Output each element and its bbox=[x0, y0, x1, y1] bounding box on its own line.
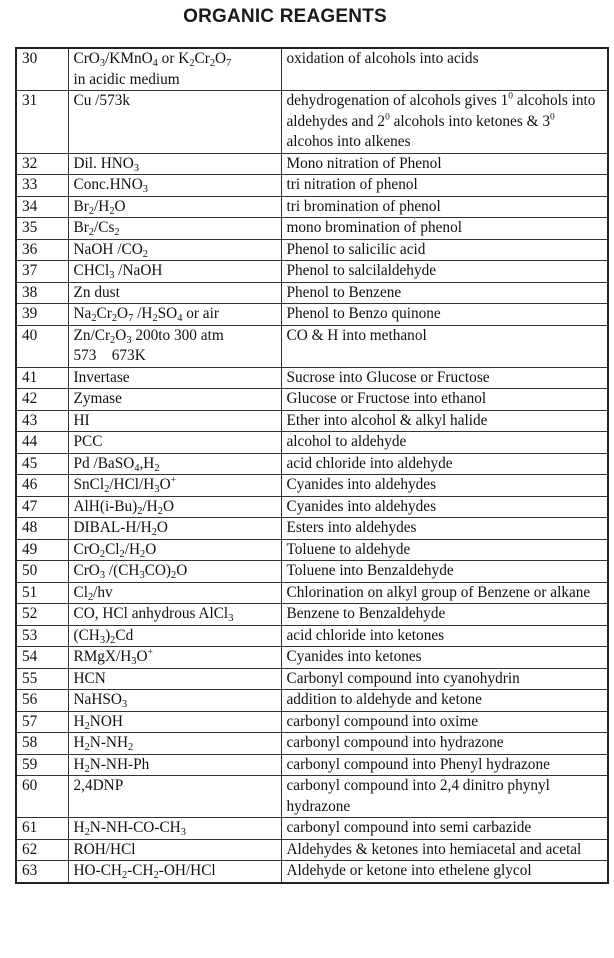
page-title: ORGANIC REAGENTS bbox=[183, 6, 387, 27]
use-cell: tri nitration of phenol bbox=[281, 175, 608, 197]
use-cell: alcohol to aldehyde bbox=[281, 432, 608, 454]
use-cell: Chlorination on alkyl group of Benzene or alkane bbox=[281, 582, 608, 604]
use-cell: Sucrose into Glucose or Fructose bbox=[281, 367, 608, 389]
reagent-cell: PCC bbox=[68, 432, 281, 454]
row-number: 58 bbox=[16, 733, 68, 755]
table-row bbox=[16, 410, 608, 432]
reagent-cell: $Na_2Cr_2O_7$ $/H_2SO_4$ or air bbox=[68, 304, 281, 326]
row-number: 35 bbox=[16, 218, 68, 240]
use-cell: carbonyl compound into oxime bbox=[281, 711, 608, 733]
row-number: 49 bbox=[16, 539, 68, 561]
table-row bbox=[16, 367, 608, 389]
use-cell: carbonyl compound into Phenyl hydrazone bbox=[281, 754, 608, 776]
reagent-cell: HCN bbox=[68, 668, 281, 690]
table-row bbox=[16, 389, 608, 411]
reagent-cell: $H_2NOH$ bbox=[68, 711, 281, 733]
row-number: 63 bbox=[16, 861, 68, 883]
table-row bbox=[16, 48, 608, 91]
use-cell: Ether into alcohol & alkyl halide bbox=[281, 410, 608, 432]
reagent-cell: RMgX/$H_3O^+$ bbox=[68, 647, 281, 669]
row-number: 57 bbox=[16, 711, 68, 733]
use-cell: Phenol to Benzo quinone bbox=[281, 304, 608, 326]
use-cell: tri bromination of phenol bbox=[281, 196, 608, 218]
table-row bbox=[16, 91, 608, 154]
table-row bbox=[16, 153, 608, 175]
row-number: 48 bbox=[16, 518, 68, 540]
table-row bbox=[16, 711, 608, 733]
reagent-cell: Zn dust bbox=[68, 282, 281, 304]
table-row bbox=[16, 625, 608, 647]
table-row bbox=[16, 668, 608, 690]
use-cell: dehydrogenation of alcohols gives $1^0$ alcohols into aldehydes and $2^0$ alcohols into ketones & $3^0$ alcohos into alkenes bbox=[281, 91, 608, 154]
table-row bbox=[16, 282, 608, 304]
row-number: 53 bbox=[16, 625, 68, 647]
reagent-cell: NaOH $/CO_2$ bbox=[68, 239, 281, 261]
reagent-cell: Zymase bbox=[68, 389, 281, 411]
use-cell: carbonyl compound into 2,4 dinitro phynyl hydrazone bbox=[281, 776, 608, 818]
use-cell: Benzene to Benzaldehyde bbox=[281, 604, 608, 626]
row-number: 50 bbox=[16, 561, 68, 583]
use-cell: acid chloride into aldehyde bbox=[281, 453, 608, 475]
row-number: 42 bbox=[16, 389, 68, 411]
reagent-cell: DIBAL-$H/H_2O$ bbox=[68, 518, 281, 540]
reagent-cell: $CrO_2Cl_2/H_2O$ bbox=[68, 539, 281, 561]
table-row bbox=[16, 218, 608, 240]
reagents-table bbox=[15, 47, 609, 884]
use-cell: Glucose or Fructose into ethanol bbox=[281, 389, 608, 411]
table-row bbox=[16, 839, 608, 861]
row-number: 46 bbox=[16, 475, 68, 497]
use-cell: carbonyl compound into hydrazone bbox=[281, 733, 608, 755]
table-row bbox=[16, 453, 608, 475]
reagent-cell: $Br_2/Cs_2$ bbox=[68, 218, 281, 240]
use-cell: Phenol to salcilaldehyde bbox=[281, 261, 608, 283]
use-cell: Toluene to aldehyde bbox=[281, 539, 608, 561]
use-cell: Cyanides into ketones bbox=[281, 647, 608, 669]
table-row bbox=[16, 196, 608, 218]
table-row bbox=[16, 647, 608, 669]
table-row bbox=[16, 690, 608, 712]
reagent-cell: ROH/HCl bbox=[68, 839, 281, 861]
reagent-cell: CHCl$_3$ /NaOH bbox=[68, 261, 281, 283]
reagents-table-body bbox=[16, 48, 608, 883]
reagent-cell: HI bbox=[68, 410, 281, 432]
use-cell: Phenol to salicilic acid bbox=[281, 239, 608, 261]
row-number: 47 bbox=[16, 496, 68, 518]
reagent-cell: $H_2N-NH-CO-CH_3$ bbox=[68, 818, 281, 840]
table-row bbox=[16, 604, 608, 626]
reagent-cell: CrO$_3$/KMnO$_4$ or $K_2Cr_2O_7$ in acidic medium bbox=[68, 48, 281, 91]
reagent-cell: $Zn/Cr_2O_3$ 200to 300 atm 573 673K bbox=[68, 325, 281, 367]
use-cell: Esters into aldehydes bbox=[281, 518, 608, 540]
use-cell: Aldehydes & ketones into hemiacetal and acetal bbox=[281, 839, 608, 861]
reagent-cell: Pd $/BaSO_4,H_2$ bbox=[68, 453, 281, 475]
table-row bbox=[16, 496, 608, 518]
use-cell: addition to aldehyde and ketone bbox=[281, 690, 608, 712]
row-number: 60 bbox=[16, 776, 68, 818]
row-number: 56 bbox=[16, 690, 68, 712]
row-number: 34 bbox=[16, 196, 68, 218]
table-row bbox=[16, 518, 608, 540]
table-row bbox=[16, 539, 608, 561]
row-number: 39 bbox=[16, 304, 68, 326]
use-cell: carbonyl compound into semi carbazide bbox=[281, 818, 608, 840]
row-number: 45 bbox=[16, 453, 68, 475]
reagent-cell: $HO-CH_2-CH_2-OH$/HCl bbox=[68, 861, 281, 883]
table-row bbox=[16, 432, 608, 454]
reagent-cell: Cu /573k bbox=[68, 91, 281, 154]
reagent-cell: $SnCl_2/HCl/H_3O^+$ bbox=[68, 475, 281, 497]
use-cell: oxidation of alcohols into acids bbox=[281, 48, 608, 91]
use-cell: mono bromination of phenol bbox=[281, 218, 608, 240]
reagent-cell: $H_2N-NH_2$ bbox=[68, 733, 281, 755]
table-row bbox=[16, 475, 608, 497]
row-number: 41 bbox=[16, 367, 68, 389]
row-number: 31 bbox=[16, 91, 68, 154]
table-row bbox=[16, 582, 608, 604]
use-cell: Toluene into Benzaldehyde bbox=[281, 561, 608, 583]
use-cell: acid chloride into ketones bbox=[281, 625, 608, 647]
row-number: 40 bbox=[16, 325, 68, 367]
reagent-cell: Invertase bbox=[68, 367, 281, 389]
row-number: 61 bbox=[16, 818, 68, 840]
reagent-cell: $H_2N-NH-Ph$ bbox=[68, 754, 281, 776]
reagent-cell: CO, HCl anhydrous AlCl$_3$ bbox=[68, 604, 281, 626]
table-row bbox=[16, 325, 608, 367]
use-cell: Mono nitration of Phenol bbox=[281, 153, 608, 175]
use-cell: Aldehyde or ketone into ethelene glycol bbox=[281, 861, 608, 883]
use-cell: Carbonyl compound into cyanohydrin bbox=[281, 668, 608, 690]
reagent-cell: 2,4DNP bbox=[68, 776, 281, 818]
row-number: 52 bbox=[16, 604, 68, 626]
row-number: 54 bbox=[16, 647, 68, 669]
row-number: 43 bbox=[16, 410, 68, 432]
use-cell: Cyanides into aldehydes bbox=[281, 496, 608, 518]
row-number: 36 bbox=[16, 239, 68, 261]
row-number: 32 bbox=[16, 153, 68, 175]
reagent-cell: $(CH_3)_2Cd$ bbox=[68, 625, 281, 647]
row-number: 37 bbox=[16, 261, 68, 283]
reagent-cell: $Conc.HNO_3$ bbox=[68, 175, 281, 197]
table-row bbox=[16, 861, 608, 883]
row-number: 33 bbox=[16, 175, 68, 197]
table-row bbox=[16, 561, 608, 583]
table-row bbox=[16, 175, 608, 197]
reagent-cell: $AlH(i-Bu)_2/H_2O$ bbox=[68, 496, 281, 518]
table-row bbox=[16, 239, 608, 261]
table-row bbox=[16, 818, 608, 840]
table-row bbox=[16, 304, 608, 326]
reagent-cell: CrO$_3$ $/(CH_3CO)_2O$ bbox=[68, 561, 281, 583]
row-number: 38 bbox=[16, 282, 68, 304]
row-number: 62 bbox=[16, 839, 68, 861]
reagent-cell: $Cl_2/hv$ bbox=[68, 582, 281, 604]
reagent-cell: $Br_2/H_2O$ bbox=[68, 196, 281, 218]
table-row bbox=[16, 261, 608, 283]
row-number: 55 bbox=[16, 668, 68, 690]
table-row bbox=[16, 733, 608, 755]
row-number: 59 bbox=[16, 754, 68, 776]
row-number: 44 bbox=[16, 432, 68, 454]
use-cell: Phenol to Benzene bbox=[281, 282, 608, 304]
table-row bbox=[16, 754, 608, 776]
row-number: 30 bbox=[16, 48, 68, 91]
table-row bbox=[16, 776, 608, 818]
use-cell: CO & H into methanol bbox=[281, 325, 608, 367]
reagent-cell: NaHSO$_3$ bbox=[68, 690, 281, 712]
row-number: 51 bbox=[16, 582, 68, 604]
use-cell: Cyanides into aldehydes bbox=[281, 475, 608, 497]
reagent-cell: Dil. $HNO_3$ bbox=[68, 153, 281, 175]
